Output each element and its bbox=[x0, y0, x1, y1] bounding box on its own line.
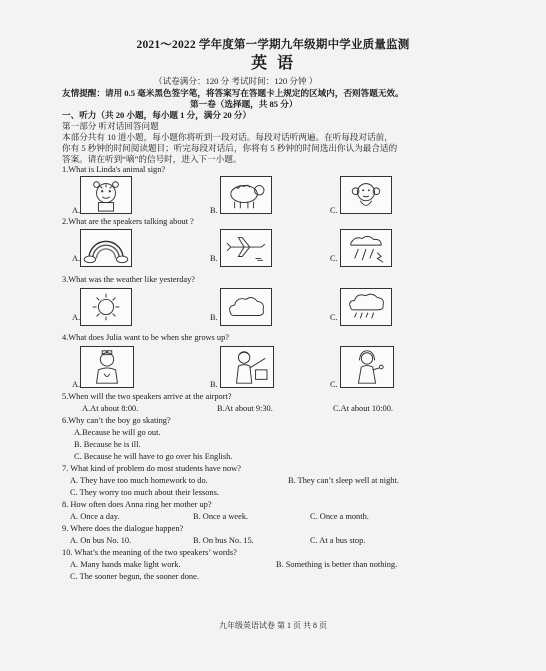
instructions-line-3: 答案。请在听到“嘀”的信号时，进入下一小题。 bbox=[62, 154, 242, 164]
q5-option-c: C.At about 10:00. bbox=[333, 404, 394, 413]
storm-image bbox=[340, 229, 392, 267]
question-9: 9. Where does the dialogue happen? bbox=[62, 524, 184, 533]
q8-option-a: A. Once a day. bbox=[70, 512, 120, 521]
rainy-image bbox=[340, 288, 392, 326]
q1-option-a-label: A. bbox=[72, 206, 81, 215]
question-1: 1.What is Linda's animal sign? bbox=[62, 165, 166, 174]
exam-title: 2021～2022 学年度第一学期九年级期中学业质量监测 bbox=[136, 39, 410, 51]
q2-option-a-label: A. bbox=[72, 254, 81, 263]
q2-option-c-label: C. bbox=[330, 254, 338, 263]
q2-option-b-label: B. bbox=[210, 254, 218, 263]
cloudy-image bbox=[220, 288, 272, 326]
q1-option-c-label: C. bbox=[330, 206, 338, 215]
tiger-image bbox=[80, 176, 132, 214]
q6-option-c: C. Because he will have to go over his English. bbox=[74, 452, 233, 461]
question-5: 5.When will the two speakers arrive at the airport? bbox=[62, 392, 232, 401]
doctor-image bbox=[80, 346, 134, 388]
q10-option-c: C. The sooner begun, the sooner done. bbox=[70, 572, 199, 581]
q1-option-b-label: B. bbox=[210, 206, 218, 215]
q3-option-c-label: C. bbox=[330, 313, 338, 322]
q5-option-a: A.At about 8:00. bbox=[82, 404, 139, 413]
q10-option-a: A. Many hands make light work. bbox=[70, 560, 181, 569]
instructions-line-2: 你有 5 秒钟的时间阅读题目；听完每段对话后，你将有 5 秒钟的时间选出你认为最合适的 bbox=[62, 143, 398, 153]
q10-option-b: B. Something is better than nothing. bbox=[276, 560, 398, 569]
sheep-image bbox=[220, 176, 272, 214]
q8-option-c: C. Once a month. bbox=[310, 512, 369, 521]
question-8: 8. How often does Anna ring her mother up? bbox=[62, 500, 212, 509]
q4-option-a-label: A. bbox=[72, 380, 81, 389]
q7-option-a: A. They have too much homework to do. bbox=[70, 476, 208, 485]
page-footer: 九年级英语试卷 第 1 页 共 8 页 bbox=[219, 621, 327, 630]
question-2: 2.What are the speakers talking about ? bbox=[62, 217, 194, 226]
subpart-heading: 第一部分 听对话回答问题 bbox=[62, 121, 159, 131]
q9-option-a: A. On bus No. 10. bbox=[70, 536, 132, 545]
teacher-image bbox=[220, 346, 274, 388]
q7-option-c: C. They worry too much about their lessons. bbox=[70, 488, 219, 497]
monkey-image bbox=[340, 176, 392, 214]
q5-option-b: B.At about 9:30. bbox=[217, 404, 273, 413]
question-7: 7. What kind of problem do most students have now? bbox=[62, 464, 241, 473]
question-4: 4.What does Julia want to be when she grows up? bbox=[62, 333, 229, 342]
q6-option-a: A.Because he will go out. bbox=[74, 428, 161, 437]
question-6: 6.Why can’t the boy go skating? bbox=[62, 416, 171, 425]
q9-option-b: B. On bus No. 15. bbox=[193, 536, 254, 545]
singer-image bbox=[340, 346, 394, 388]
exam-info: （试卷满分：120 分 考试时间：120 分钟 ） bbox=[154, 76, 318, 86]
question-3: 3.What was the weather like yesterday? bbox=[62, 275, 196, 284]
part-one-title: 第一卷（选择题，共 85 分） bbox=[190, 99, 298, 109]
q6-option-b: B. Because he is ill. bbox=[74, 440, 141, 449]
section-listening-heading: 一、听力（共 20 小题，每小题 1 分，满分 20 分） bbox=[62, 110, 252, 120]
airplane-image bbox=[220, 229, 272, 267]
subject-title: 英语 bbox=[250, 55, 303, 72]
q8-option-b: B. Once a week. bbox=[193, 512, 249, 521]
notice-text: 友情提醒：请用 0.5 毫米黑色签字笔，将答案写在答题卡上规定的区域内，否则答题无效。 bbox=[62, 88, 404, 98]
instructions-line-1: 本部分共有 10 道小题，每小题你将听到一段对话。每段对话听两遍。在听每段对话前， bbox=[62, 132, 393, 142]
question-10: 10. What’s the meaning of the two speakers’ words? bbox=[62, 548, 237, 557]
q3-option-a-label: A. bbox=[72, 313, 81, 322]
rainbow-image bbox=[80, 229, 132, 267]
sun-image bbox=[80, 288, 132, 326]
q4-option-c-label: C. bbox=[330, 380, 338, 389]
q3-option-b-label: B. bbox=[210, 313, 218, 322]
q7-option-b: B. They can’t sleep well at night. bbox=[288, 476, 399, 485]
q9-option-c: C. At a bus stop. bbox=[310, 536, 366, 545]
q4-option-b-label: B. bbox=[210, 380, 218, 389]
